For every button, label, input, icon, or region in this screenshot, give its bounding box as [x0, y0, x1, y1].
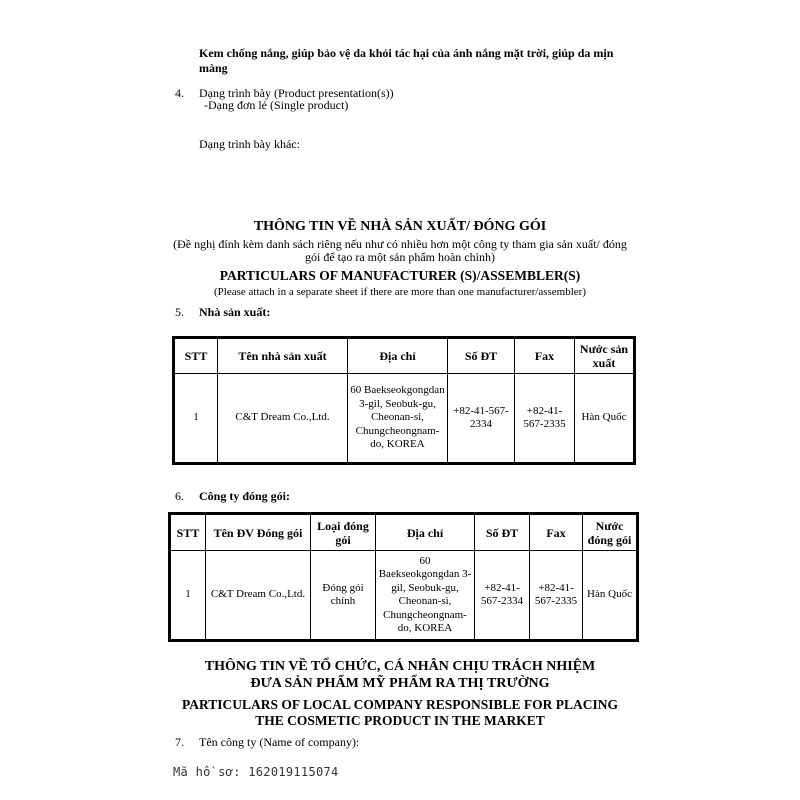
- row-phone: +82-41-567-2334: [475, 551, 530, 640]
- table-row: [171, 551, 637, 640]
- header-packaging-type: Loại đóng gói: [311, 515, 376, 551]
- row-packager-name: C&T Dream Co.,Ltd.: [206, 551, 311, 640]
- manufacturer-table-header: [175, 339, 634, 374]
- section-5-label: Nhà sản xuất:: [199, 305, 271, 319]
- header-manufacturer-name: Tên nhà sản xuất: [218, 339, 348, 374]
- header-fax: Fax: [530, 515, 583, 551]
- file-code: Mã hồ sơ: 162019115074: [173, 765, 339, 779]
- row-packaging-type: Đóng gói chính: [311, 551, 376, 640]
- packager-table: [170, 514, 637, 640]
- section-4-option: -Dạng đơn lẻ (Single product): [204, 98, 349, 112]
- header-address: Địa chỉ: [376, 515, 475, 551]
- header-phone: Số ĐT: [448, 339, 515, 374]
- row-country: Hàn Quốc: [575, 374, 634, 463]
- product-description: [199, 46, 659, 76]
- responsible-title-en-2: THE COSMETIC PRODUCT IN THE MARKET: [255, 713, 545, 728]
- row-stt: 1: [175, 374, 218, 463]
- header-country: Nước sản xuất: [575, 339, 634, 374]
- header-stt: STT: [171, 515, 206, 551]
- section-7-number: 7.: [175, 735, 184, 749]
- section-5-number: 5.: [175, 305, 184, 319]
- product-description-line-1: Kem chống nắng, giúp bảo vệ da khỏi tác hại của ánh nắng mặt trời, giúp da mịn: [199, 46, 614, 60]
- header-fax: Fax: [515, 339, 575, 374]
- row-fax: +82-41-567-2335: [515, 374, 575, 463]
- manufacturer-title-en: PARTICULARS OF MANUFACTURER (S)/ASSEMBLER(S): [219, 268, 581, 283]
- manufacturer-table: [174, 338, 634, 463]
- manufacturer-note-vi-1: (Đề nghị đính kèm danh sách riêng nếu như có nhiều hơn một công ty tham gia sản xuất/ đóng: [173, 237, 627, 251]
- manufacturer-note-en: (Please attach in a separate sheet if there are more than one manufacturer/assembler): [214, 286, 586, 298]
- manufacturer-note-vi-2: gói để tạo ra một sản phẩm hoàn chỉnh): [305, 250, 495, 264]
- row-fax: +82-41-567-2335: [530, 551, 583, 640]
- row-country: Hàn Quốc: [583, 551, 637, 640]
- header-stt: STT: [175, 339, 218, 374]
- row-address: 60 Baekseokgongdan 3-gil, Seobuk-gu, Cheonan-si, Chungcheongnam-do, KOREA: [376, 551, 475, 640]
- product-description-line-2: màng: [199, 61, 228, 75]
- row-phone: +82-41-567-2334: [448, 374, 515, 463]
- responsible-title-vi-1: THÔNG TIN VỀ TỔ CHỨC, CÁ NHÂN CHỊU TRÁCH NHIỆM: [204, 659, 596, 674]
- header-address: Địa chỉ: [348, 339, 448, 374]
- header-packager-name: Tên ĐV Đóng gói: [206, 515, 311, 551]
- section-4-other: Dạng trình bày khác:: [199, 137, 300, 151]
- table-row: [175, 374, 634, 463]
- packager-table-header: [171, 515, 637, 551]
- responsible-title-vi-2: ĐƯA SẢN PHẨM MỸ PHẨM RA THỊ TRƯỜNG: [250, 676, 550, 691]
- header-phone: Số ĐT: [475, 515, 530, 551]
- row-stt: 1: [171, 551, 206, 640]
- row-address: 60 Baekseokgongdan 3-gil, Seobuk-gu, Cheonan-si, Chungcheongnam-do, KOREA: [348, 374, 448, 463]
- section-4-number: 4.: [175, 86, 184, 100]
- section-7-label: Tên công ty (Name of company):: [199, 735, 360, 749]
- responsible-title-en-1: PARTICULARS OF LOCAL COMPANY RESPONSIBLE FOR PLACING: [181, 697, 619, 712]
- header-country: Nước đóng gói: [583, 515, 637, 551]
- row-manufacturer-name: C&T Dream Co.,Ltd.: [218, 374, 348, 463]
- manufacturer-title-vi: THÔNG TIN VỀ NHÀ SẢN XUẤT/ ĐÓNG GÓI: [253, 219, 547, 234]
- section-4-label: Dạng trình bày (Product presentation(s)): [199, 86, 394, 100]
- section-6-label: Công ty đóng gói:: [199, 489, 291, 503]
- section-6-number: 6.: [175, 489, 184, 503]
